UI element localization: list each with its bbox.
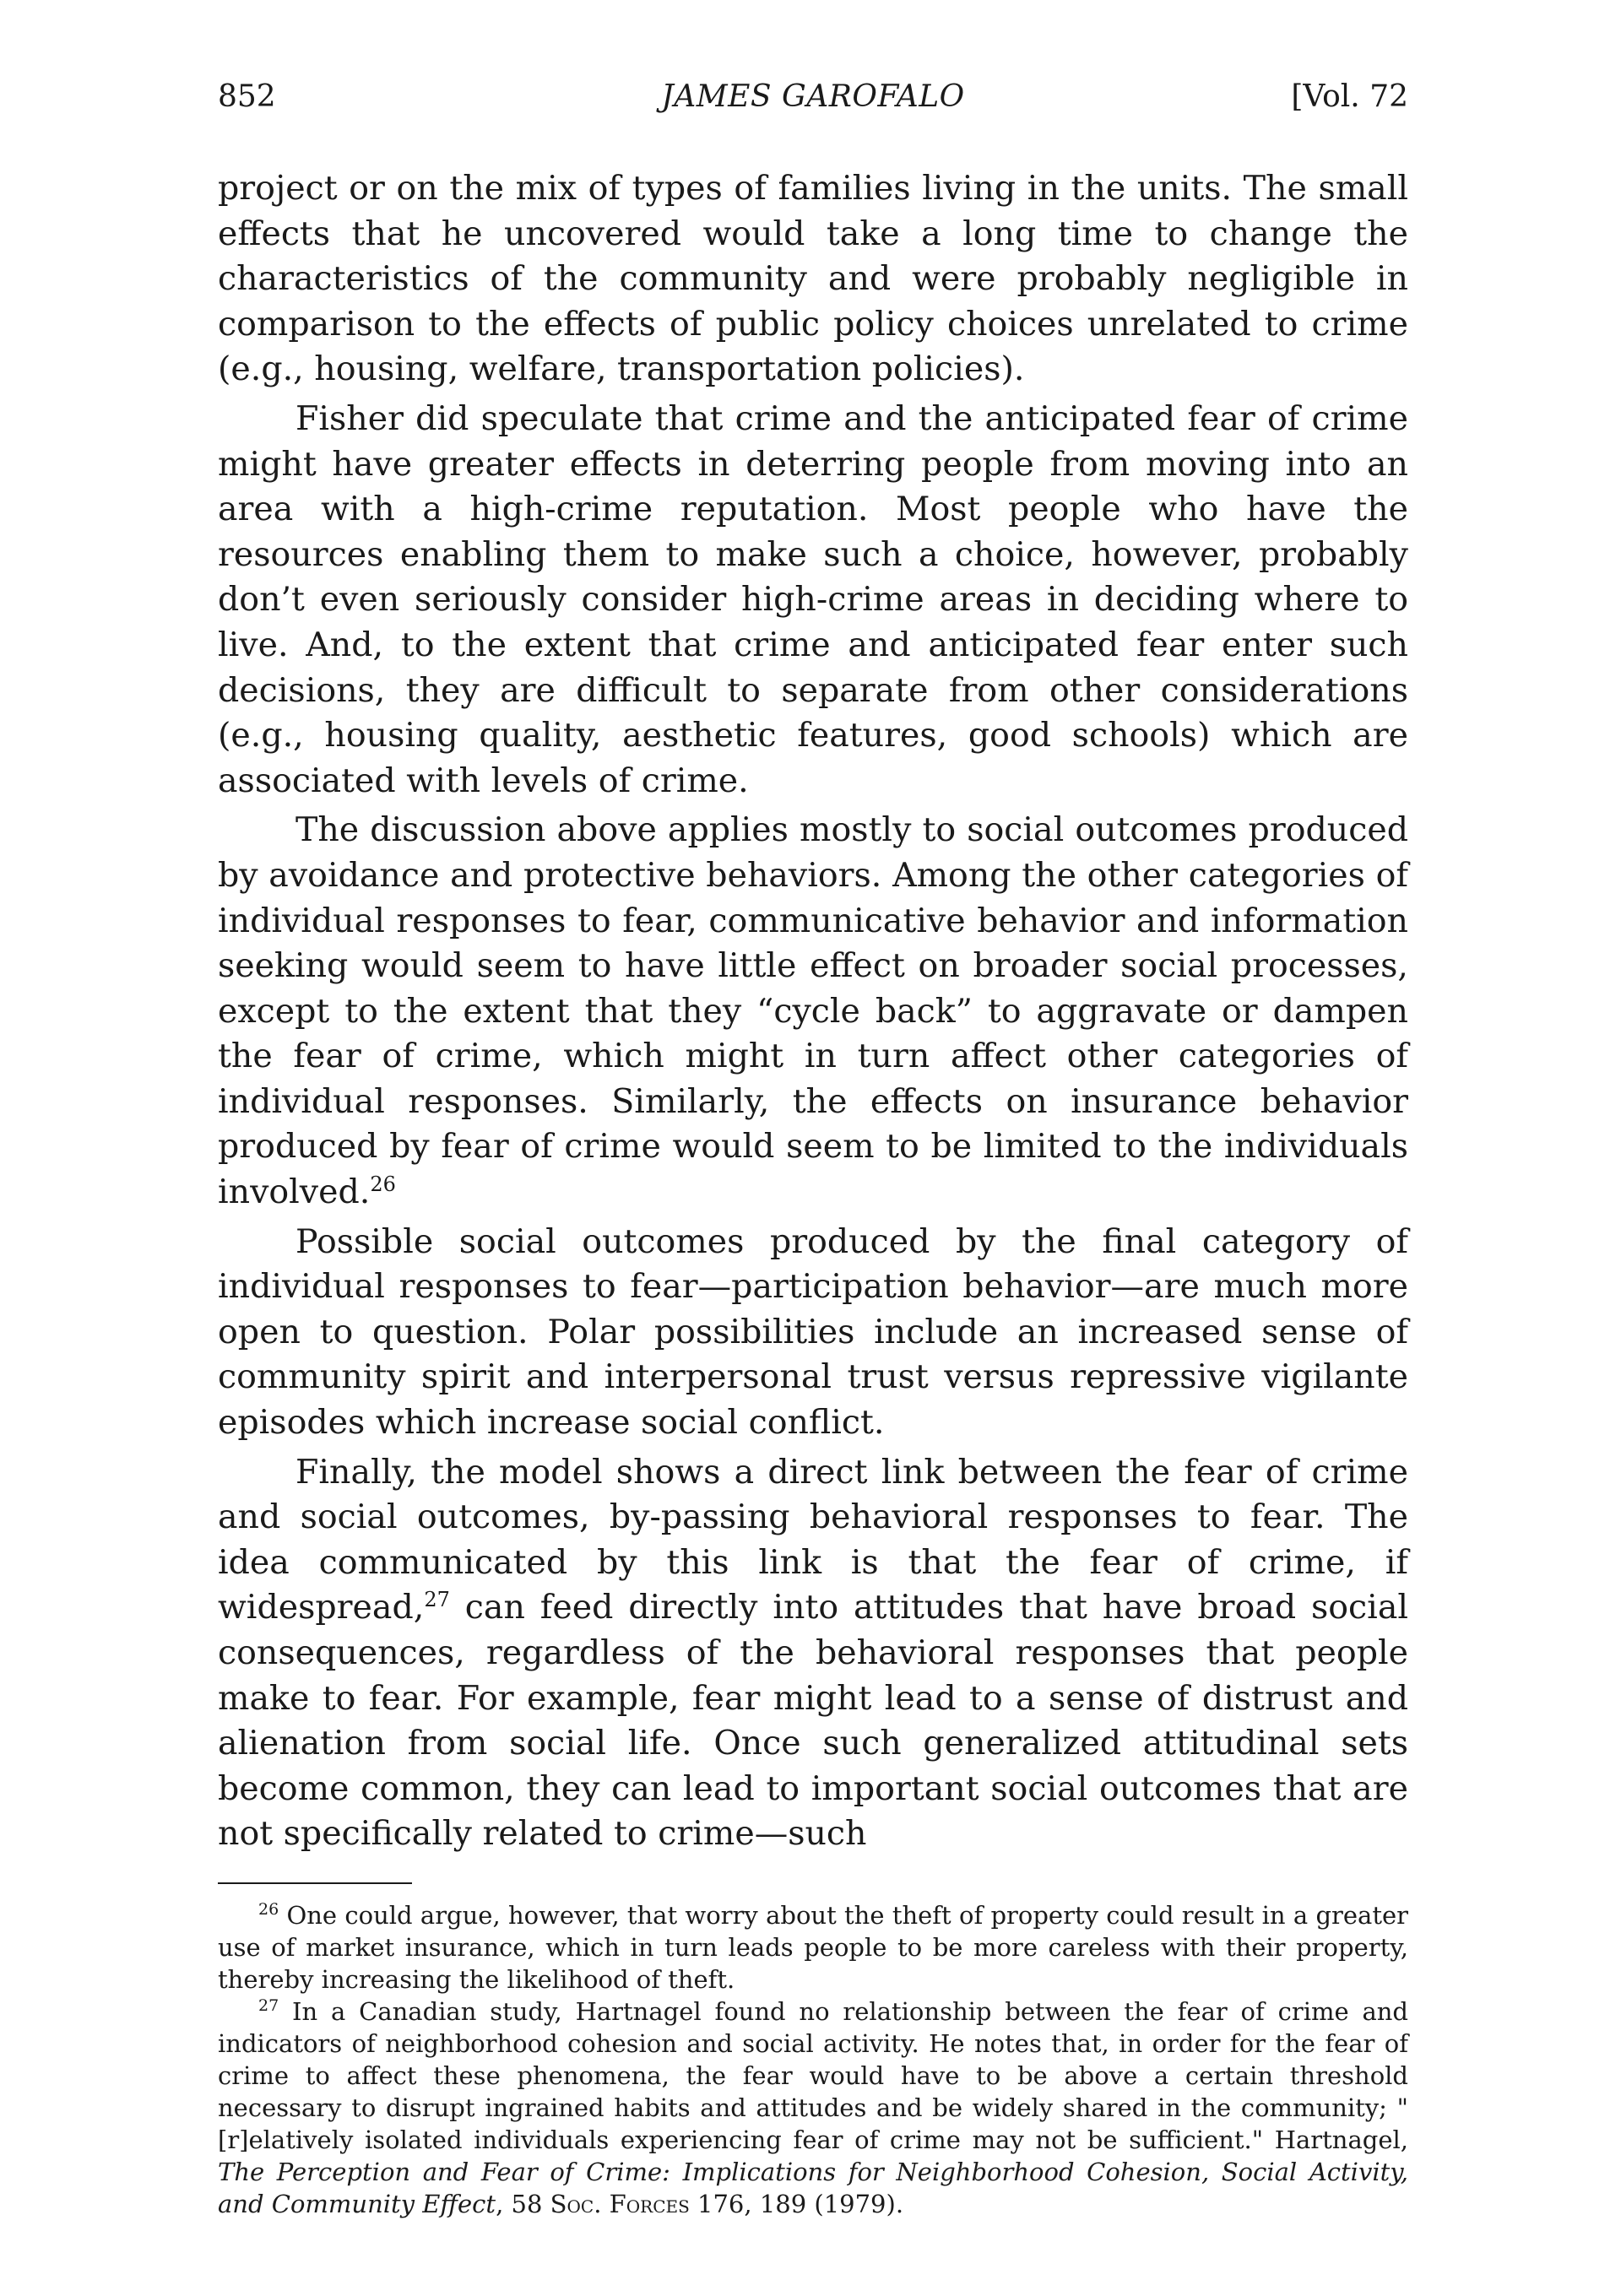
page (218, 80, 1408, 2220)
footnote-number: 27 (258, 1995, 279, 2015)
footnote-divider (218, 1882, 412, 1884)
paragraph-continued (218, 166, 1408, 393)
paragraph-text: Possible social outcomes produced by the final category of individual responses to fear—participation behavior—are much more open to question. Polar possibilities include an increased sense of community spirit and interpersonal trust versus repressive vigilante episodes which increase social conflict. (218, 1221, 1408, 1443)
footnote-text: , 58 (496, 2189, 550, 2218)
footnote-number: 26 (258, 1899, 279, 1919)
paragraph (218, 808, 1408, 1215)
paragraph-text: Fisher did speculate that crime and the anticipated fear of crime might have greater effects in deterring people from moving into an area with a high-crime reputation. Most people who have the resources enabling them to make such a choice, however, probably don’t even seriously consider high-crime areas in deciding where to live. And, to the extent that crime and anticipated fear enter such decisions, they are difficult to separate from other considerations (e.g., housing quality, aesthetic features, good schools) which are associated with levels of crime. (218, 398, 1408, 800)
footnote-text: In a Canadian study, Hartnagel found no relationship between the fear of crime and indicators of neighborhood cohesion and social activity. He notes that, in order for the fear of crime to affect these phenomena, the fear would have to be above a certain threshold necessary to disrupt ingrained habits and attitudes and be widely shared in the community; "[r]elatively isolated individuals experiencing fear of crime may not be sufficient." Hartnagel, (218, 1996, 1408, 2154)
running-header (218, 80, 1408, 131)
paragraph (218, 1450, 1408, 1857)
footnotes (218, 1899, 1408, 2220)
cited-article-title: The Perception and Fear of Crime: Implications for Neighborhood Cohesion, Social Activity, and Community Effect (218, 2157, 1408, 2218)
body-text (218, 166, 1408, 1857)
footnote-text: One could argue, however, that worry about the theft of property could result in a greater use of market insurance, which in turn leads people to be more careless with their property, thereby increasing the likelihood of theft. (218, 1900, 1409, 1994)
footnote-citation: 176, 189 (1979). (689, 2189, 904, 2218)
paragraph-text: can feed directly into attitudes that have broad social consequences, regardless of the behavioral responses that people make to fear. For example, fear might lead to a sense of distrust and alienation from social life. Once such generalized attitudinal sets become common, they can lead to important social outcomes that are not specifically related to crime—such (218, 1588, 1408, 1854)
paragraph-text: The discussion above applies mostly to social outcomes produced by avoidance and protective behaviors. Among the other categories of individual responses to fear, communicative behavior and information seeking would seem to have little effect on broader social processes, except to the extent that they “cycle back” to aggravate or dampen the fear of crime, which might in turn affect other categories of individual responses. Similarly, the effects on insurance behavior produced by fear of crime would seem to be limited to the individuals involved. (218, 810, 1408, 1212)
footnote-ref-26: 26 (370, 1172, 396, 1197)
footnote-27 (218, 1995, 1408, 2220)
volume-label: [Vol. 72 (1291, 79, 1408, 114)
paragraph-text: Finally, the model shows a direct link between the fear of crime and social outcomes, by-passing behavioral responses to fear. The idea communicated by this link is that the fear of crime, if widespread, (218, 1452, 1408, 1627)
paragraph (218, 1220, 1408, 1446)
page-number: 852 (218, 79, 276, 114)
running-author: JAMES GAROFALO (661, 79, 965, 114)
cited-journal: Soc. Forces (550, 2189, 690, 2218)
paragraph (218, 397, 1408, 804)
footnote-ref-27: 27 (424, 1588, 450, 1612)
footnote-26 (218, 1899, 1408, 1995)
paragraph-text: project or on the mix of types of families living in the units. The small effects that he uncovered would take a long time to change the characteristics of the community and were probably negligible in comparison to the effects of public policy choices unrelated to crime (e.g., housing, welfare, transportation policies). (218, 169, 1408, 389)
